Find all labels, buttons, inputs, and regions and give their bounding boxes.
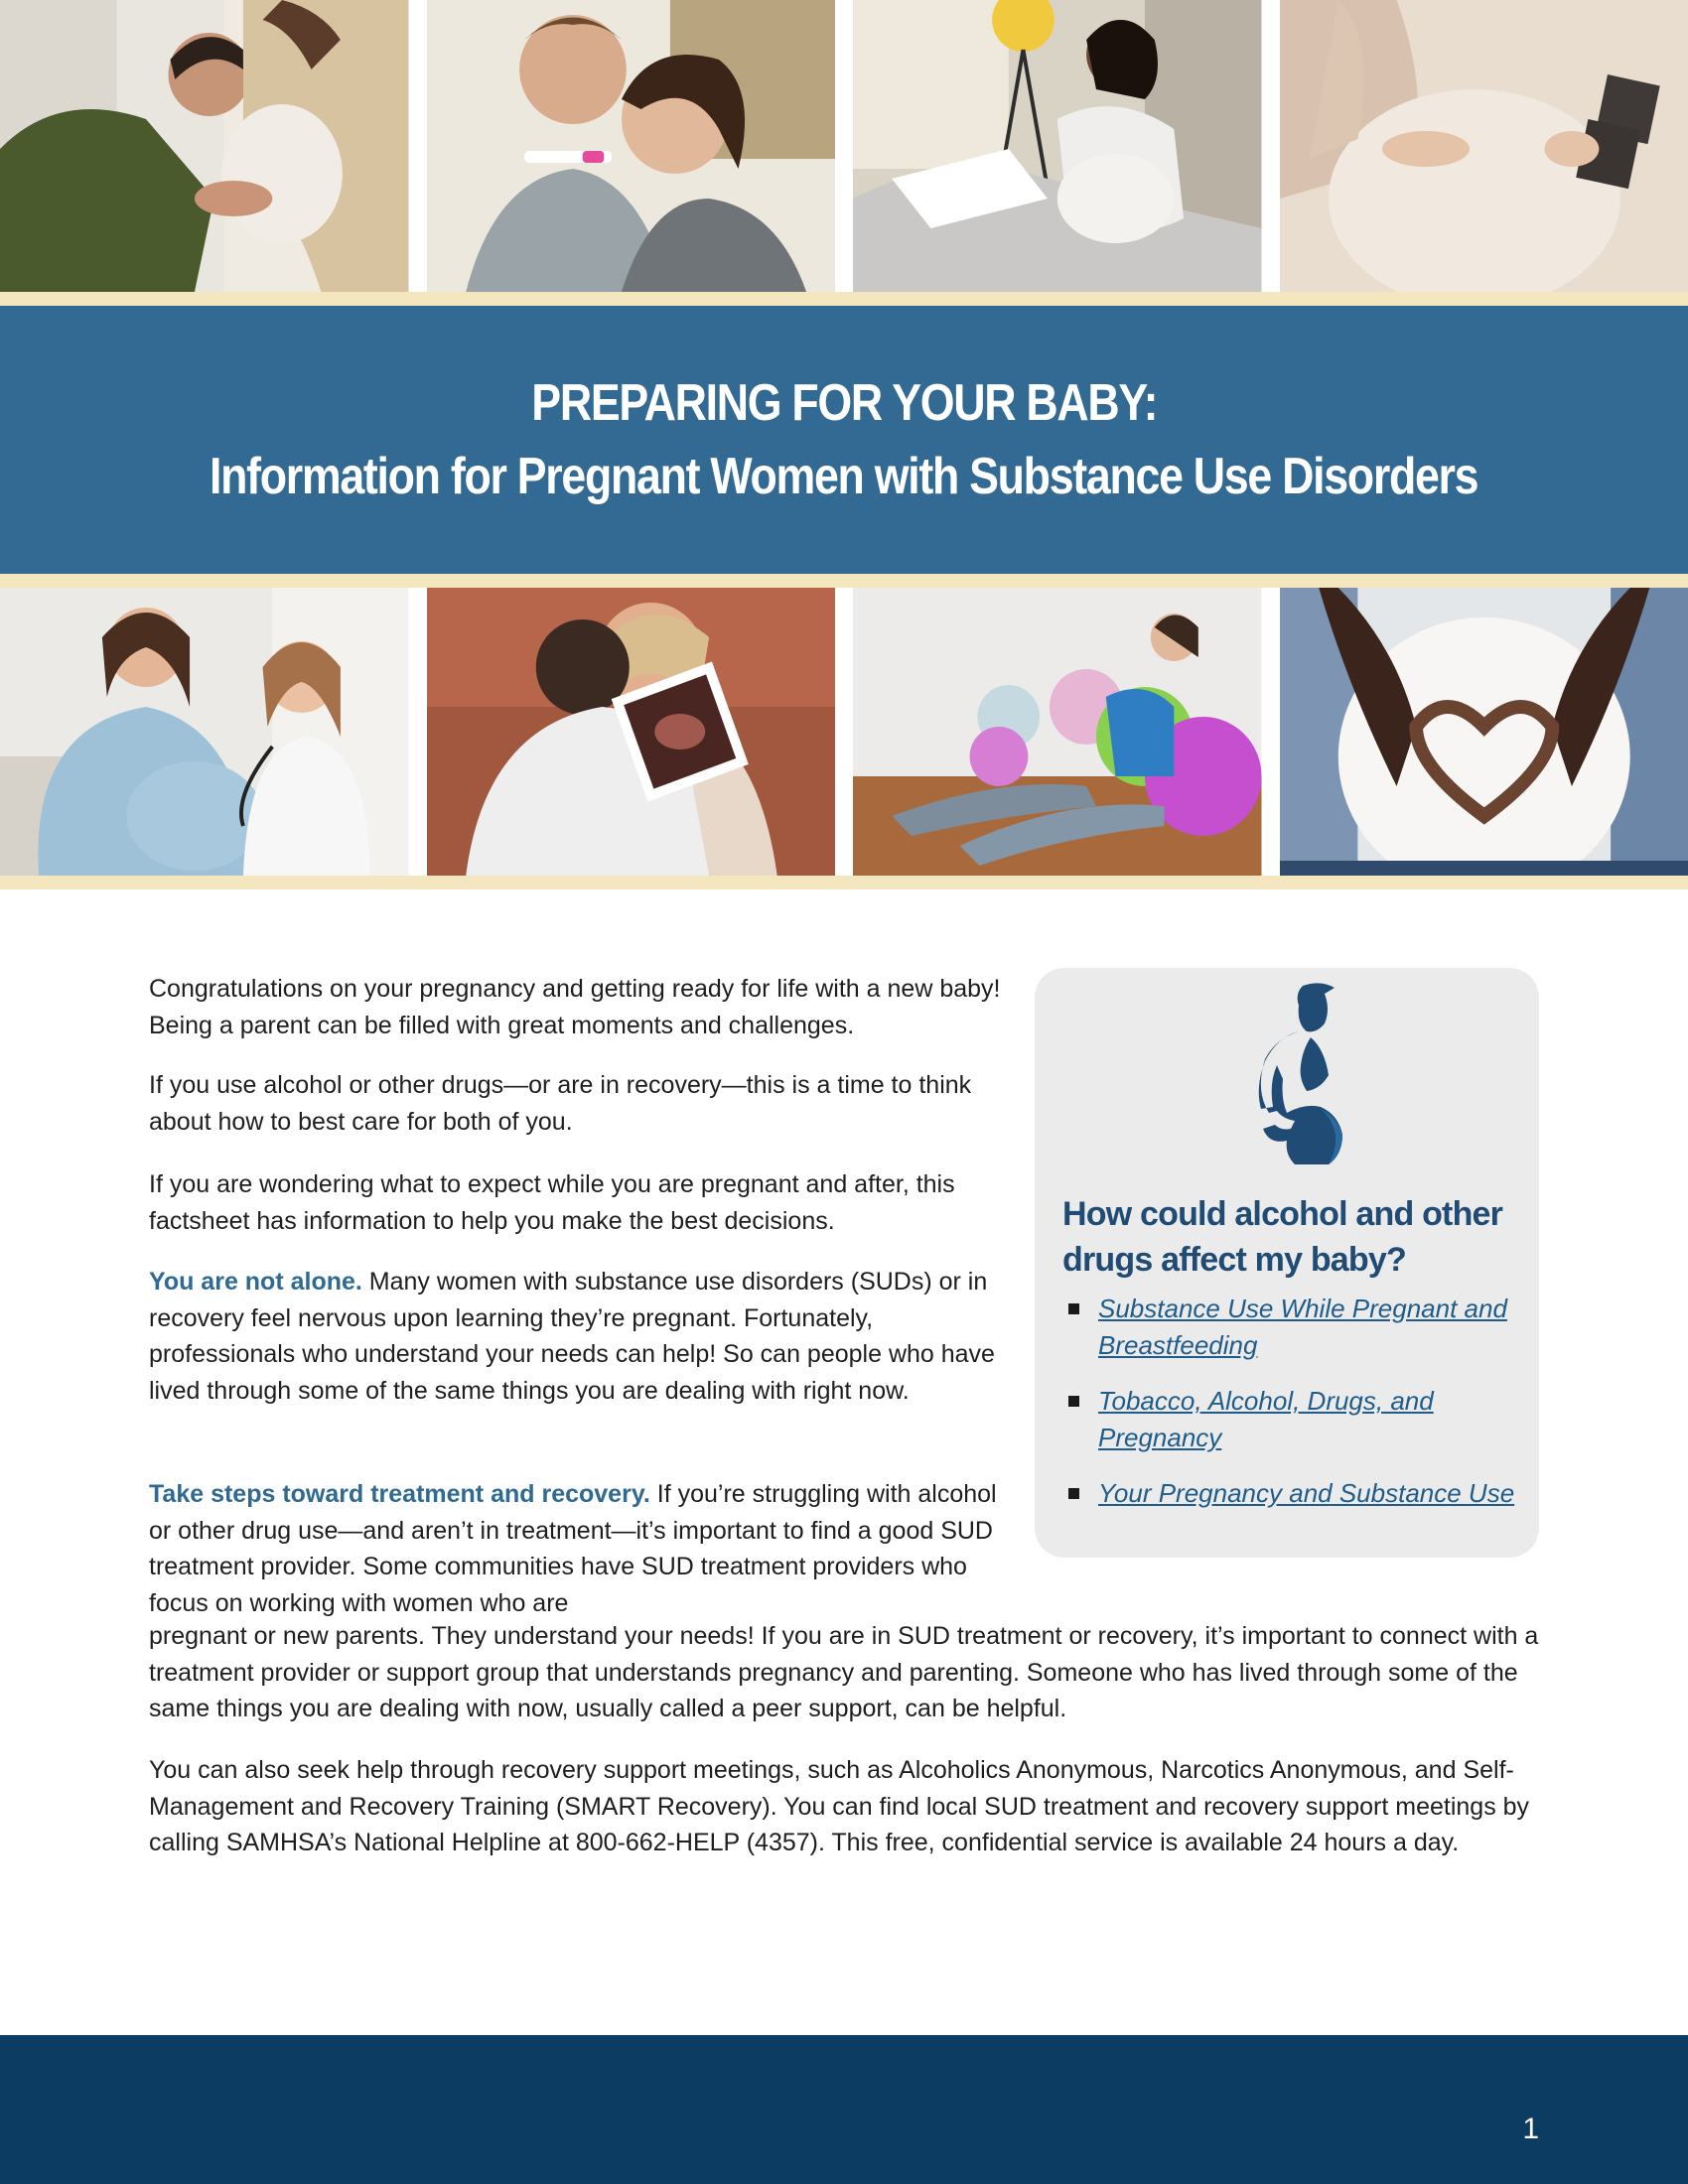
title-band [0,306,1688,574]
cream-accent-line-middle [0,574,1688,588]
link-your-pregnancy-substance-use[interactable]: Your Pregnancy and Substance Use [1098,1478,1515,1508]
list-item [1062,1475,1519,1512]
paragraph-recovery-time: If you use alcohol or other drugs—or are in recovery—this is a time to think about how to best care for both of you. [149,1071,972,1136]
bottom-photo-strip [0,588,1688,876]
page-footer [0,2035,1688,2184]
sidebar-callout [1035,968,1539,1558]
photo-woman-reading [853,0,1262,292]
intro-paragraph: Congratulations on your pregnancy and getting ready for life with a new baby! Being a parent can be filled with great moments and challenges. [149,975,1001,1039]
link-tobacco-alcohol-drugs-pregnancy[interactable]: Tobacco, Alcohol, Drugs, and Pregnancy [1098,1386,1434,1452]
sidebar-heading: How could alcohol and other drugs affect my baby? [1062,1195,1503,1279]
text-treatment-intro: If you’re struggling with alcohol or other drug use—and aren’t in treatment—it’s important to find a good SUD treatment provider. Some communities have SUD treatment providers who focus on working with women who are [149,1480,997,1617]
top-photo-strip [0,0,1688,292]
bullet-square-icon [1068,1488,1079,1499]
photo-father-touching-belly [0,0,409,292]
photo-couple-pregnancy-test [427,0,836,292]
paragraph-factsheet: If you are wondering what to expect while you are pregnant and after, this factsheet has information to help you make the best decisions. [149,1170,955,1235]
paragraph-treatment-continued: pregnant or new parents. They understand your needs! If you are in SUD treatment or recovery, it’s important to connect with a treatment provider or support group that understands pregnancy and parenting. Someone who has lived through some of the same things you are dealing with now, usually called a peer support, can be helpful. [149,1622,1539,1722]
page-subtitle: Information for Pregnant Women with Substance Use Disorders [210,448,1478,505]
paragraph-support-meetings: You can also seek help through recovery support meetings, such as Alcoholics Anonymous, Narcotics Anonymous, and Self-Management and Recovery Training (SMART Recovery). You can find local SUD treatment and recovery support meetings by calling SAMHSA’s National Helpline at 800-662-HELP (4357). This free, confidential service is available 24 hours a day. [149,1756,1530,1856]
photo-couple-hugging-ultrasound [427,588,836,876]
bullet-square-icon [1068,1396,1079,1407]
pregnant-woman-icon [1225,980,1374,1168]
link-substance-use-pregnant-breastfeeding[interactable]: Substance Use While Pregnant and Breastfeeding [1098,1294,1507,1360]
paragraph-not-alone [149,1264,1003,1409]
photo-woman-with-ultrasound [1280,0,1688,292]
resource-link-list [1062,1291,1519,1531]
list-item [1062,1291,1519,1364]
cream-accent-line-bottom [0,876,1688,889]
photo-hands-heart-on-belly [1280,588,1688,876]
list-item [1062,1383,1519,1456]
cream-accent-line-top [0,292,1688,306]
photo-mother-daughter-stethoscope [0,588,409,876]
photo-prenatal-exercise [853,588,1262,876]
lead-treatment-recovery: Take steps toward treatment and recovery. [149,1480,650,1508]
lead-not-alone: You are not alone. [149,1268,362,1296]
page-title: PREPARING FOR YOUR BABY: [531,374,1157,432]
paragraph-treatment-intro [149,1476,1003,1621]
text-not-alone: Many women with substance use disorders (SUDs) or in recovery feel nervous upon learning they’re pregnant. Fortunately, professionals who understand your needs can help! So can people who have lived through some of the same things you are dealing with right now. [149,1268,995,1405]
bullet-square-icon [1068,1303,1079,1314]
page-number: 1 [1522,2113,1539,2145]
